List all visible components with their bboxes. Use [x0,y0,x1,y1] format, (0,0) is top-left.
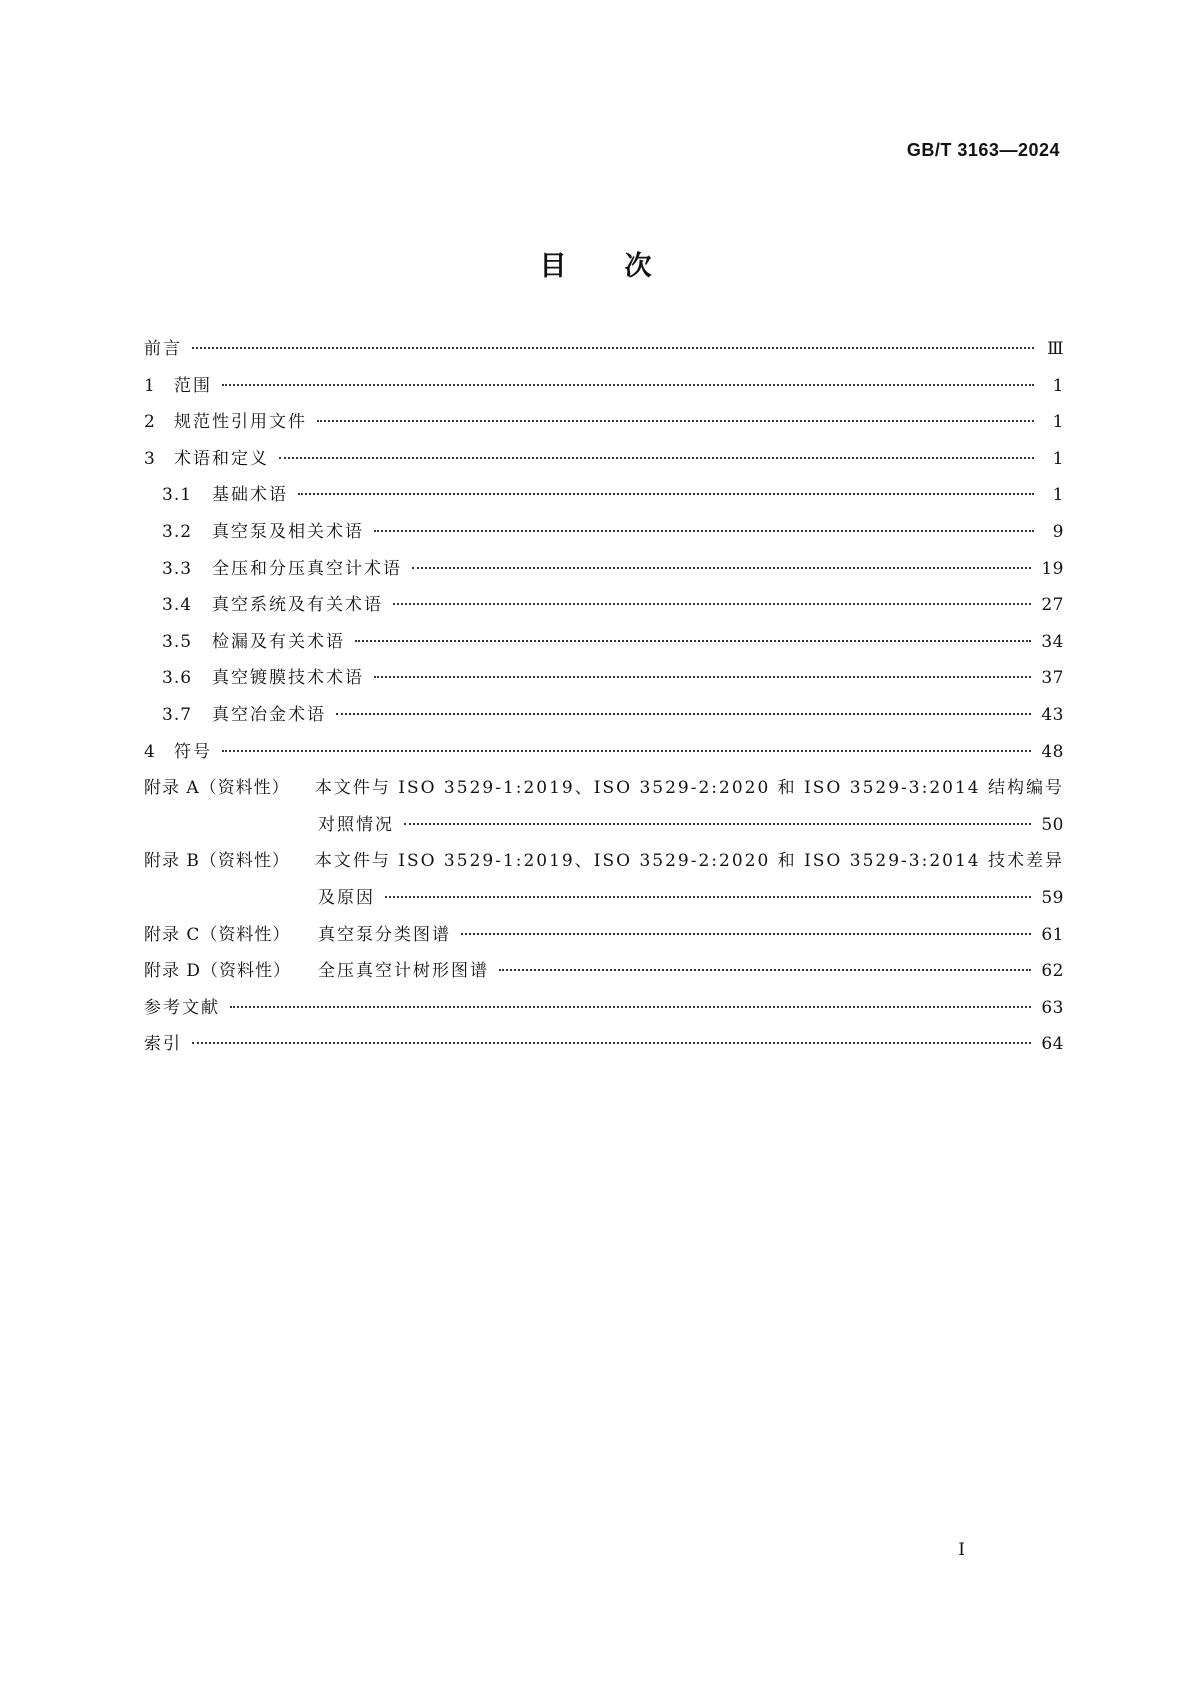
toc-page: 1 [1052,485,1064,506]
toc-label: 前言 [144,339,182,359]
toc-number: 3.6 [162,668,193,689]
toc-page: 61 [1041,924,1064,945]
toc-page: 1 [1052,412,1064,433]
toc-label: 真空冶金术语 [212,704,326,725]
toc-entry-appendix-b[interactable] [144,846,1064,883]
toc-label: 全压和分压真空计术语 [212,558,402,579]
toc-label: 符号 [174,741,212,762]
dot-leader [385,896,1031,898]
dot-leader [317,420,1034,422]
toc-entry-symbols[interactable] [144,737,1064,774]
toc-label: 参考文献 [144,997,220,1018]
toc-label: 检漏及有关术语 [212,631,345,652]
toc-entry-appendix-a[interactable] [144,773,1064,810]
toc-page: 62 [1041,961,1064,982]
toc-number: 4 [144,741,156,762]
toc-entry-appendix-b-cont[interactable] [144,883,1064,920]
toc-page: 37 [1041,668,1064,689]
toc-entry-normative-references[interactable] [144,407,1064,444]
dot-leader [298,493,1034,495]
dot-leader [336,713,1031,715]
dot-leader [222,384,1034,386]
toc-number: 3.5 [162,631,193,652]
dot-leader [374,676,1031,678]
toc-entry-references[interactable] [144,993,1064,1030]
toc-page: 63 [1041,997,1064,1018]
toc-page: 64 [1041,1034,1064,1055]
toc-label: 本文件与 ISO 3529-1:2019、ISO 3529-2:2020 和 ISO 3529-3:2014 技术差异 [314,851,1064,872]
toc-label: 及原因 [318,887,375,908]
toc-page: 1 [1052,375,1064,396]
toc-entry-terms-definitions[interactable] [144,444,1064,481]
toc-label: 真空系统及有关术语 [212,595,383,616]
toc-number: 3 [144,448,156,469]
appendix-prefix: 附录 C（资料性） [144,924,291,945]
dot-leader [374,530,1034,532]
toc-entry-appendix-c[interactable] [144,920,1064,957]
dot-leader [393,603,1031,605]
dot-leader [222,750,1031,752]
toc-entry-3-3[interactable] [144,554,1064,591]
toc-number: 3.7 [162,704,193,725]
dot-leader [192,1042,1031,1044]
toc-entry-3-2[interactable] [144,517,1064,554]
toc-entry-appendix-d[interactable] [144,956,1064,993]
toc-label: 本文件与 ISO 3529-1:2019、ISO 3529-2:2020 和 ISO 3529-3:2014 结构编号 [314,778,1064,799]
dot-leader [461,933,1031,935]
toc-entry-3-7[interactable] [144,700,1064,737]
toc-number: 3.2 [162,521,193,542]
toc-label: 基础术语 [212,485,288,506]
dot-leader [279,457,1034,459]
toc-label: 索引 [144,1034,182,1055]
toc-label: 规范性引用文件 [174,412,307,433]
dot-leader [355,640,1031,642]
toc-page: 34 [1041,631,1064,652]
toc-label: 对照情况 [318,814,394,835]
toc-entry-foreword[interactable] [144,334,1064,371]
toc-number: 1 [144,375,156,396]
dot-leader [404,823,1031,825]
toc-page: 59 [1041,887,1064,908]
toc-entry-index[interactable] [144,1029,1064,1066]
toc-label: 真空泵及相关术语 [212,521,364,542]
dot-leader [412,567,1031,569]
toc-label: 真空镀膜技术术语 [212,668,364,689]
dot-leader [230,1006,1031,1008]
appendix-prefix: 附录 A（资料性） [144,778,290,799]
toc-number: 3.1 [162,485,193,506]
toc-label: 全压真空计树形图谱 [318,961,489,982]
document-code: GB/T 3163—2024 [906,140,1060,160]
toc-entry-appendix-a-cont[interactable] [144,810,1064,847]
appendix-prefix: 附录 D（资料性） [144,961,292,982]
dot-leader [192,347,1034,349]
toc-label: 范围 [174,375,212,396]
toc-number: 3.3 [162,558,193,579]
toc-title: 目次 [539,251,710,282]
toc-entry-3-6[interactable] [144,663,1064,700]
appendix-prefix: 附录 B（资料性） [144,851,290,872]
footer-page-number: Ⅰ [958,1540,965,1560]
toc-page: 43 [1041,704,1064,725]
toc-entry-3-1[interactable] [144,480,1064,517]
toc-entry-scope[interactable] [144,371,1064,408]
toc-page: Ⅲ [1047,339,1064,359]
toc-label: 术语和定义 [174,448,269,469]
toc-page: 9 [1052,521,1064,542]
toc-page: 50 [1041,814,1064,835]
dot-leader [499,969,1031,971]
toc-number: 2 [144,412,156,433]
toc-page: 27 [1041,595,1064,616]
toc-entry-3-4[interactable] [144,590,1064,627]
toc-entry-3-5[interactable] [144,627,1064,664]
toc-page: 19 [1041,558,1064,579]
toc-page: 1 [1052,448,1064,469]
toc-label: 真空泵分类图谱 [318,924,451,945]
table-of-contents [144,334,1064,1066]
toc-number: 3.4 [162,595,193,616]
toc-page: 48 [1041,741,1064,762]
